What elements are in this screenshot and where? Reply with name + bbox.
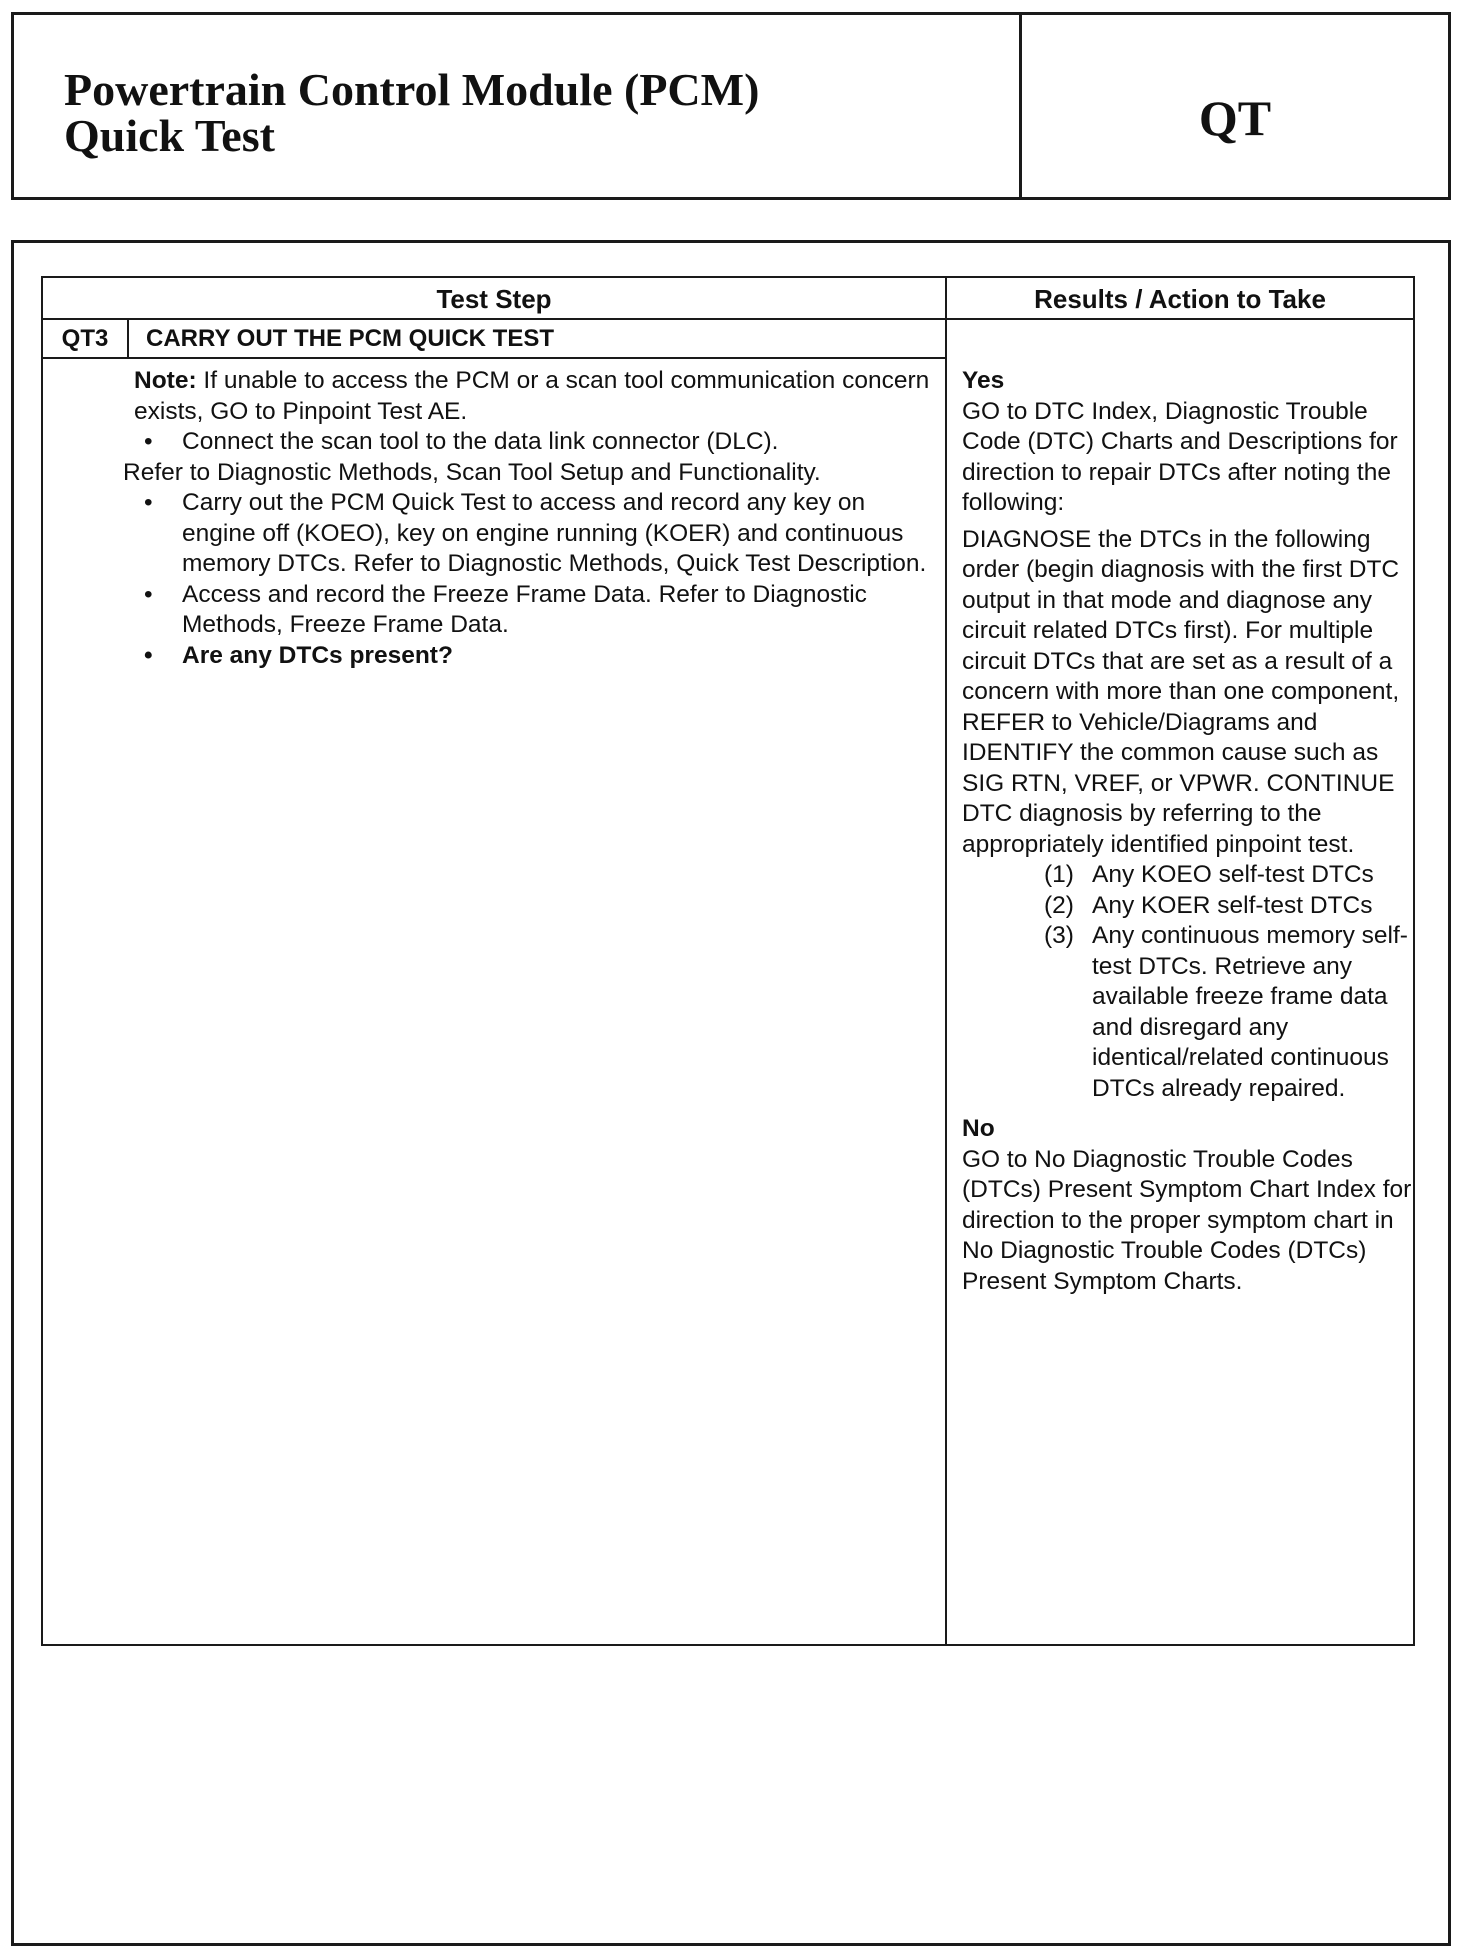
list-text: Any KOER self-test DTCs — [1092, 891, 1373, 919]
column-header-test-step: Test Step — [436, 284, 552, 314]
list-item — [134, 427, 944, 458]
yes-label: Yes — [962, 367, 1005, 394]
header-title-box — [11, 12, 1022, 200]
diagnosis-order-list — [1044, 860, 1412, 1104]
bullet-icon: • — [144, 641, 153, 669]
bullet-text-quick-test: Carry out the PCM Quick Test to access and record any key on engine off (KOEO), key on engine running (KOER) and continuous memory DTCs. Refer to Diagnostic Methods, Quick Test Description. — [182, 489, 927, 577]
table-right-border — [1413, 276, 1415, 1646]
list-item — [134, 641, 944, 672]
step-id: QT3 — [61, 325, 109, 352]
table-left-border — [41, 276, 43, 1646]
yes-text: GO to DTC Index, Diagnostic Trouble Code (DTC) Charts and Descriptions for direction to repair DTCs after noting the following: — [962, 397, 1398, 516]
table-top-border — [41, 276, 1415, 278]
note-label: Note: — [134, 367, 197, 394]
table-bottom-border — [41, 1644, 1415, 1646]
list-item — [134, 580, 944, 641]
bullet-text-question: Are any DTCs present? — [182, 641, 453, 669]
step-row-divider — [41, 357, 947, 359]
list-item — [1044, 891, 1412, 922]
step-id-divider — [127, 318, 129, 359]
step-title: CARRY OUT THE PCM QUICK TEST — [146, 325, 555, 352]
no-label: No — [962, 1115, 995, 1142]
list-text: Any KOEO self-test DTCs — [1092, 861, 1374, 888]
header-code-box — [1019, 12, 1451, 200]
note-text: If unable to access the PCM or a scan tool communication concern exists, GO to Pinpoint Test AE. — [134, 367, 930, 425]
bullet-text-freeze-frame: Access and record the Freeze Frame Data. Refer to Diagnostic Methods, Freeze Frame Data. — [182, 580, 867, 638]
list-number: (3) — [1044, 922, 1074, 949]
bullet-text-connect: Connect the scan tool to the data link connector (DLC). — [182, 428, 779, 455]
list-number: (1) — [1044, 861, 1074, 888]
bullet-icon: • — [144, 428, 153, 455]
bullet-icon: • — [144, 489, 153, 516]
note-paragraph — [134, 366, 944, 427]
table-column-divider — [945, 276, 947, 1646]
diagnose-text: DIAGNOSE the DTCs in the following order (begin diagnosis with the first DTC output in that mode and diagnose any circuit related DTCs first). For multiple circuit DTCs that are set as a result of a concern with more than one component, REFER to Vehicle/Diagrams and IDENTIFY the common cause such as SIG RTN, VREF, or VPWR. CONTINUE DTC diagnosis by referring to the appropriately identified pinpoint test. — [962, 525, 1400, 858]
results-content — [962, 366, 1412, 1297]
page-title — [64, 64, 760, 161]
list-item — [134, 488, 944, 580]
list-item — [1044, 860, 1412, 891]
refer-scan-tool-setup: Refer to Diagnostic Methods, Scan Tool Setup and Functionality. — [123, 458, 821, 486]
test-step-content — [123, 366, 944, 671]
page-title-line-1: Powertrain Control Module (PCM) — [64, 64, 760, 115]
column-header-results: Results / Action to Take — [1034, 284, 1326, 314]
no-text: GO to No Diagnostic Trouble Codes (DTCs) Present Symptom Chart Index for direction to the proper symptom chart in No Diagnostic Trouble Codes (DTCs) Present Symptom Charts. — [962, 1145, 1412, 1295]
list-number: (2) — [1044, 891, 1074, 919]
bullet-icon: • — [144, 580, 153, 608]
list-text: Any continuous memory self-test DTCs. Retrieve any available freeze frame data and disregard any identical/related continuous DTCs already repaired. — [1092, 922, 1408, 1102]
section-code: QT — [1198, 90, 1272, 146]
table-header-divider — [41, 318, 1415, 320]
page-title-line-2: Quick Test — [64, 110, 275, 161]
list-item — [1044, 921, 1412, 1104]
